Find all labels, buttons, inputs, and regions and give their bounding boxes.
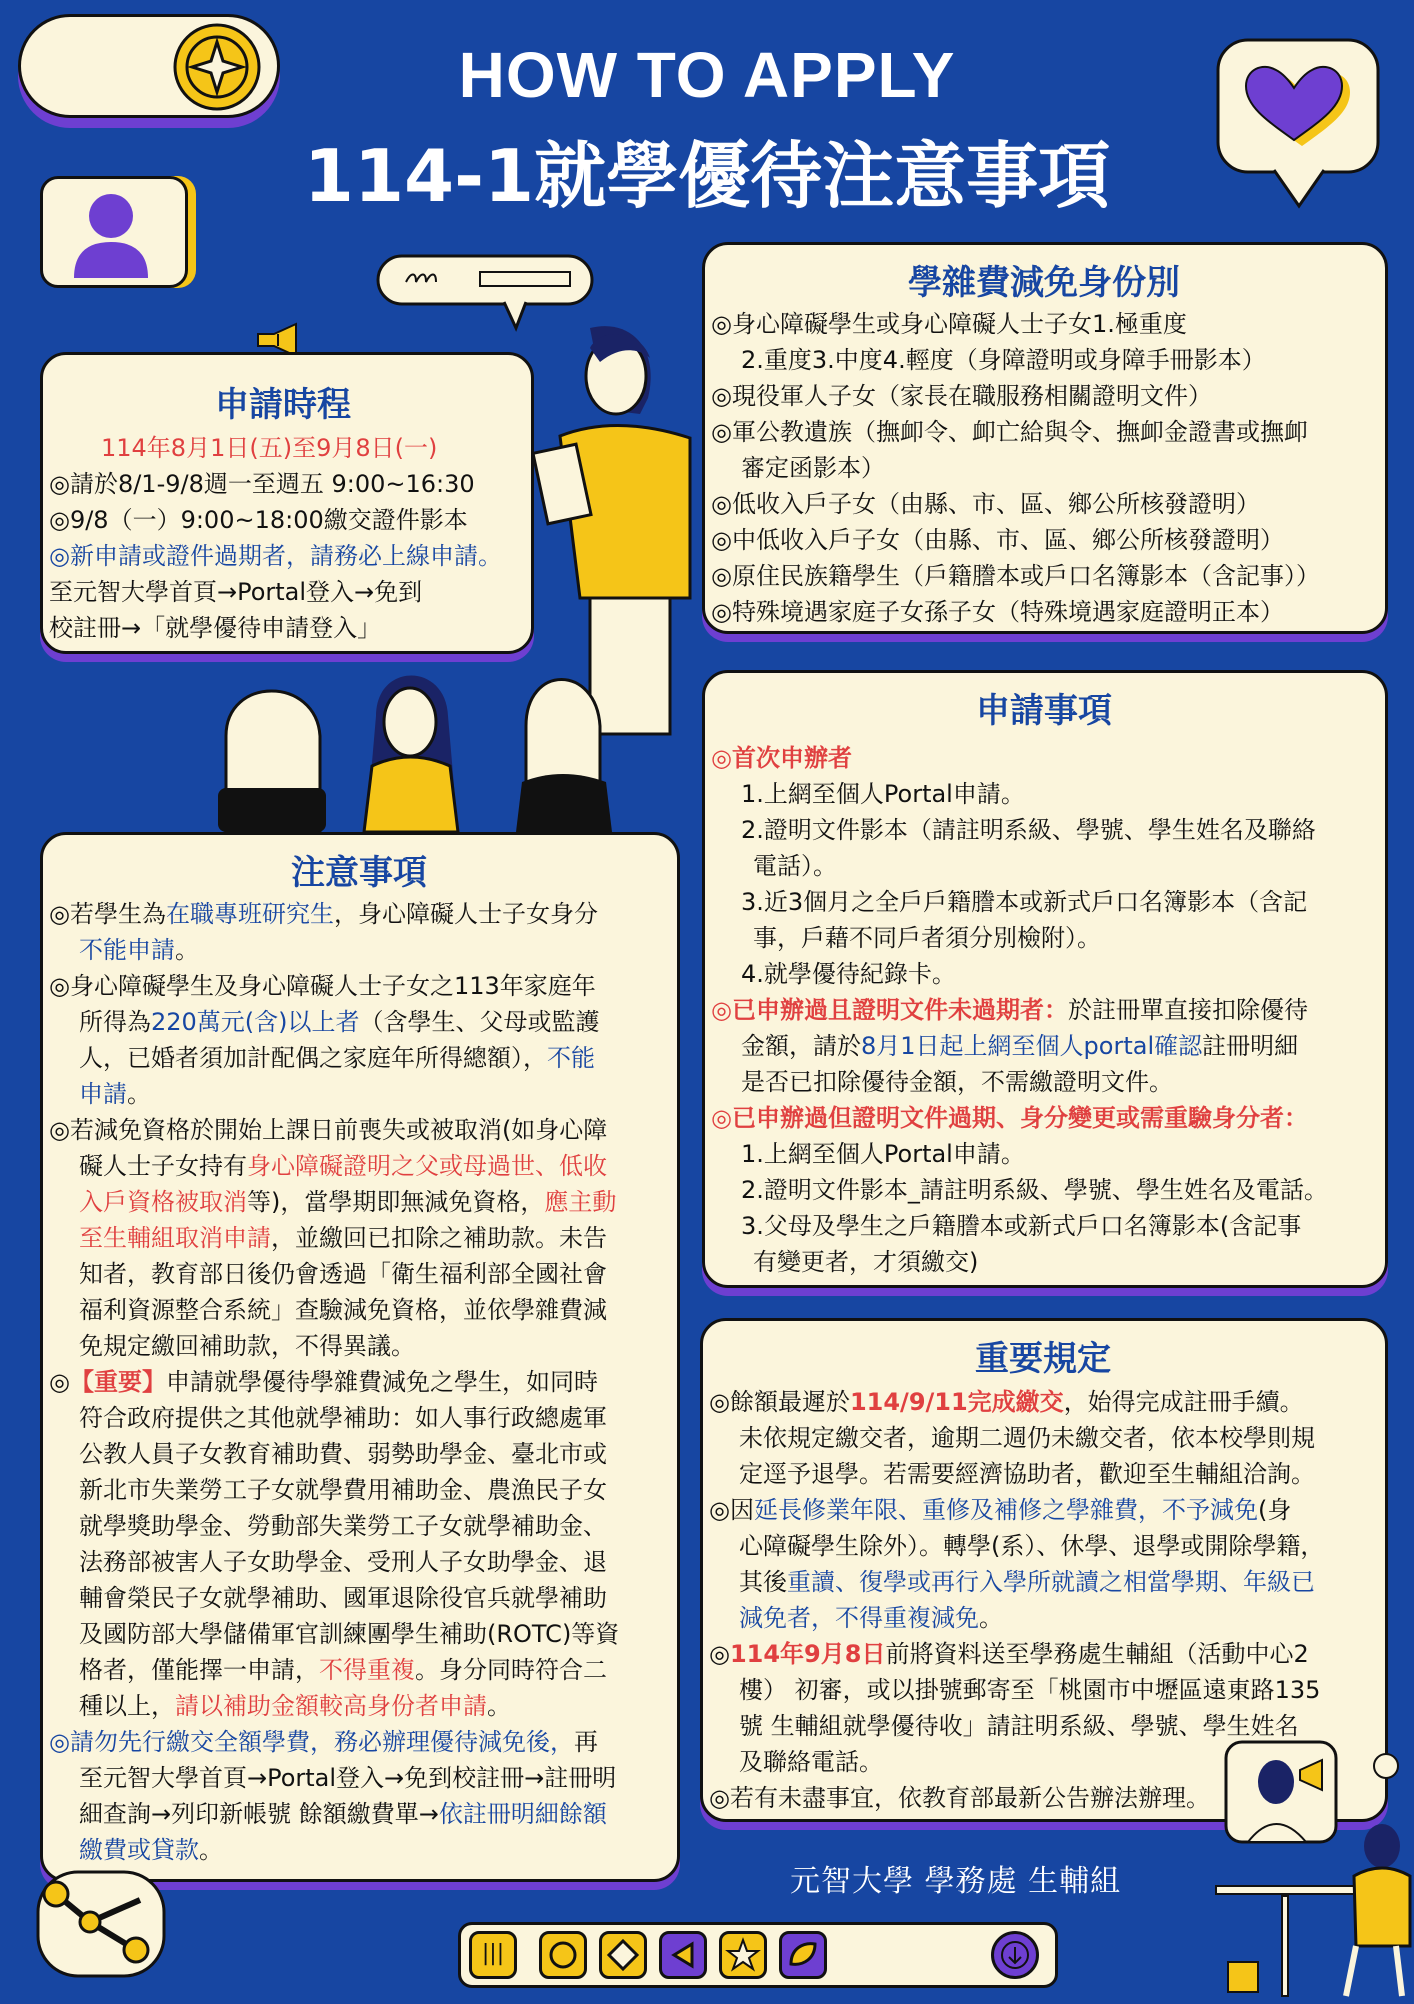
note-3: ◎若減免資格於開始上課日前喪失或被取消(如身心障 (49, 1116, 608, 1144)
note-text: 。 (127, 1080, 151, 1108)
note-text: 所得為 (79, 1008, 151, 1036)
valid-line-c: 是否已扣除優待金額，不需繳證明文件。 (741, 1068, 1173, 1096)
schedule-line-1: ◎請於8/1-9/8週一至週五 9:00~16:30 (49, 470, 475, 498)
note-text-red: 身心障礙證明之父或母過世、低收 (247, 1152, 607, 1180)
note-text: 再 (573, 1728, 598, 1756)
diamond-icon (602, 1934, 644, 1976)
rule-text: 。 (979, 1604, 1003, 1632)
rules-heading: 重要規定 (975, 1339, 1111, 1379)
note-3-cont (49, 1184, 669, 1220)
download-button[interactable] (991, 1931, 1039, 1979)
rule-4: ◎若有未盡事宜，依教育部最新公告辦法辦理。 (709, 1784, 1210, 1812)
download-icon (994, 1934, 1036, 1976)
first-time-item: 2.證明文件影本（請註明系級、學號、學生姓名及聯絡 (741, 816, 1316, 844)
identity-item: ◎身心障礙學生或身心障礙人士子女1.極重度 (711, 310, 1187, 338)
star-shape-button[interactable] (719, 1931, 767, 1979)
note-text: 。身分同時符合二 (415, 1656, 607, 1684)
schedule-date-range: 114年8月1日(五)至9月8日(一) (101, 434, 438, 462)
identity-card (702, 242, 1388, 634)
expired-item: 3.父母及學生之戶籍謄本或新式戶口名簿影本(含記事 (741, 1212, 1302, 1240)
note-text-blue: 申請 (79, 1080, 127, 1108)
rule-text: ◎因 (709, 1496, 754, 1524)
diamond-shape-button[interactable] (599, 1931, 647, 1979)
circle-icon (542, 1934, 584, 1976)
application-heading: 申請事項 (976, 691, 1112, 731)
note-4-cont: 公教人員子女教育補助費、弱勢助學金、臺北市或 (79, 1440, 607, 1468)
rule-1 (709, 1384, 1377, 1420)
identity-item: ◎軍公教遺族（撫卹令、卹亡給與令、撫卹金證書或撫卹 (711, 418, 1308, 446)
valid-title: ◎已申辦過且證明文件未過期者： (711, 996, 1068, 1024)
title-zh: 114-1就學優待注意事項 (303, 134, 1111, 218)
schedule-card (40, 352, 534, 654)
note-4-cont: 新北市失業勞工子女就學費用補助金、農漁民子女 (79, 1476, 607, 1504)
note-3-cont: 知者，教育部日後仍會透過「衛生福利部全國社會 (79, 1260, 607, 1288)
note-text: ◎若學生為 (49, 900, 166, 928)
note-5-cont (49, 1796, 669, 1832)
valid-line-b (711, 1028, 1377, 1064)
note-text-blue: 不能申請 (79, 936, 175, 964)
identity-item: 審定函影本） (741, 454, 885, 482)
rule-text: ◎ (709, 1640, 730, 1668)
note-text: 細查詢→列印新帳號 餘額繳費單→ (79, 1800, 439, 1828)
note-3-cont: 福利資源整合系統」查驗減免資格，並依學雜費減 (79, 1296, 607, 1324)
note-4 (49, 1364, 669, 1400)
note-text-blue: 依註冊明細餘額 (438, 1800, 607, 1828)
note-4-cont: 符合政府提供之其他就學補助：如人事行政總處軍 (79, 1404, 607, 1432)
note-3-cont (49, 1220, 669, 1256)
valid-text-a: 於註冊單直接扣除優待 (1067, 996, 1308, 1024)
triangle-left-icon (662, 1934, 704, 1976)
note-4-cont: 法務部被害人子女助學金、受刑人子女助學金、退 (79, 1548, 607, 1576)
note-text-red: 至生輔組取消申請 (79, 1224, 271, 1252)
note-5-cont: 至元智大學首頁→Portal登入→免到校註冊→註冊明 (79, 1764, 617, 1792)
note-text-blue: 在職專班研究生 (165, 900, 334, 928)
rule-1-cont: 未依規定繳交者，逾期二週仍未繳交者，依本校學則規 (739, 1424, 1315, 1452)
schedule-line-2: ◎9/8（一）9:00~18:00繳交證件影本 (49, 506, 468, 534)
identity-item: ◎特殊境遇家庭子女孫子女（特殊境遇家庭證明正本） (711, 598, 1284, 626)
valid-line-a (711, 992, 1377, 1028)
schedule-line-3 (49, 538, 517, 610)
rule-3-cont: 樓） 初審，或以掛號郵寄至「桃園市中壢區遠東路135 (739, 1676, 1321, 1704)
first-time-item: 1.上網至個人Portal申請。 (741, 780, 1025, 808)
note-text-blue: ◎請勿先行繳交全額學費，務必辦理優待減免後， (49, 1728, 574, 1756)
note-text-blue: 220萬元(含)以上者 (151, 1008, 360, 1036)
note-text: 礙人士子女持有 (79, 1152, 247, 1180)
schedule-line-3-rest-a: 至元智大學首頁→Portal登入→免到 (49, 578, 423, 606)
rule-3-cont: 及聯絡電話。 (739, 1748, 883, 1776)
notes-card (40, 832, 680, 1882)
note-text: 種以上， (79, 1692, 175, 1720)
rule-1-cont: 定逕予退學。若需要經濟協助者，歡迎至生輔組洽詢。 (739, 1460, 1315, 1488)
note-2: ◎身心障礙學生及身心障礙人士子女之113年家庭年 (49, 972, 596, 1000)
identity-item: ◎原住民族籍學生（戶籍謄本或戶口名簿影本（含記事）） (711, 562, 1320, 590)
first-time-item: 3.近3個月之全戶戶籍謄本或新式戶口名簿影本（含記 (741, 888, 1308, 916)
rule-3-cont: 號 生輔組就學優待收」請註明系級、學號、學生姓名 (739, 1712, 1299, 1740)
valid-text-b2: 註冊明細 (1202, 1032, 1299, 1060)
note-text: 。 (175, 936, 199, 964)
first-time-item: 4.就學優待紀錄卡。 (741, 960, 956, 988)
leaf-icon (782, 1934, 824, 1976)
note-4-cont: 輔會榮民子女就學補助、國軍退除役官兵就學補助 (79, 1584, 607, 1612)
rule-text: 其後 (739, 1568, 787, 1596)
note-text: 人，已婚者須加計配偶之家庭年所得總額）， (79, 1044, 547, 1072)
bars-icon: ||| (481, 1941, 505, 1966)
first-time-item: 電話）。 (753, 852, 837, 880)
note-4-cont: 就學獎助學金、勞動部失業勞工子女就學補助金、 (79, 1512, 607, 1540)
note-5 (49, 1724, 669, 1760)
first-time-title: ◎首次申辦者 (711, 744, 852, 772)
title-en: HOW TO APPLY (458, 39, 956, 111)
expired-item: 有變更者，才須繳交) (753, 1248, 979, 1276)
worker-illustration (1206, 1736, 1414, 2000)
rule-2-cont: 心障礙學生除外）。轉學(系）、休學、退學或開除學籍， (739, 1532, 1325, 1560)
note-text-red: 請以補助金額較高身份者申請 (175, 1692, 487, 1720)
note-text-blue: 繳費或貸款 (79, 1836, 199, 1864)
rule-text: 前將資料送至學務處生輔組（活動中心2 (885, 1640, 1309, 1668)
menu-handle-button[interactable] (469, 1931, 517, 1979)
note-1-cont (49, 932, 669, 968)
note-text: （含學生、父母或監護 (359, 1008, 600, 1036)
note-text: ，身心障礙人士子女身分 (333, 900, 598, 928)
audience-illustration (196, 656, 646, 832)
note-text: ，並繳回已扣除之補助款。未告 (271, 1224, 607, 1252)
note-text-red: 應主動 (544, 1188, 617, 1216)
note-2-cont (49, 1040, 669, 1076)
schedule-heading: 申請時程 (215, 385, 351, 425)
identity-item: ◎現役軍人子女（家長在職服務相關證明文件） (711, 382, 1212, 410)
note-text-red: 不得重複 (319, 1656, 415, 1684)
identity-heading: 學雜費減免身份別 (908, 263, 1180, 303)
rule-text-red: 114年9月8日 (729, 1640, 886, 1668)
note-text: 格者，僅能擇一申請， (79, 1656, 319, 1684)
footer-org: 元智大學 學務處 生輔組 (790, 1864, 1122, 1899)
rule-text: ◎餘額最遲於 (709, 1388, 850, 1416)
note-text: 等)，當學期即無減免資格， (247, 1188, 545, 1216)
circle-shape-button[interactable] (539, 1931, 587, 1979)
rule-text: ，始得完成註冊手續。 (1063, 1388, 1304, 1416)
expired-item: 2.證明文件影本_請註明系級、學號、學生姓名及電話。 (741, 1176, 1328, 1204)
leaf-shape-button[interactable] (779, 1931, 827, 1979)
rule-2 (709, 1492, 1377, 1528)
note-3-cont: 免規定繳回補助款，不得異議。 (79, 1332, 415, 1360)
star-icon (722, 1934, 764, 1976)
schedule-line-3-blue: ◎新申請或證件過期者，請務必上線申請。 (49, 542, 502, 570)
schedule-line-4: 校註冊→「就學優待申請登入」 (49, 614, 382, 642)
rule-2-cont (709, 1564, 1377, 1600)
note-text: 。 (487, 1692, 511, 1720)
triangle-shape-button[interactable] (659, 1931, 707, 1979)
rule-2-cont (709, 1600, 1377, 1636)
rule-text-blue: 延長修業年限、重修及補修之學雜費，不予減免 (753, 1496, 1258, 1524)
note-2-cont (49, 1076, 669, 1112)
note-4-cont: 及國防部大學儲備軍官訓練團學生補助(ROTC)等資 (79, 1620, 620, 1648)
note-text-red: 【重要】 (69, 1368, 166, 1396)
note-4-cont (49, 1688, 669, 1724)
valid-text-b1: 金額，請於 (741, 1032, 861, 1060)
rule-3 (709, 1636, 1377, 1672)
note-text: 。 (199, 1836, 223, 1864)
identity-item: ◎低收入戶子女（由縣、市、區、鄉公所核發證明） (711, 490, 1260, 518)
bottom-toolbar (458, 1922, 1058, 1988)
note-text: ◎ (49, 1368, 70, 1396)
note-4-cont (49, 1652, 669, 1688)
rule-text: (身 (1257, 1496, 1292, 1524)
rule-text-blue: 減免者，不得重複減免 (739, 1604, 979, 1632)
expired-item: 1.上網至個人Portal申請。 (741, 1140, 1025, 1168)
note-text-blue: 不能 (547, 1044, 595, 1072)
valid-text-b-blue: 8月1日起上網至個人portal確認 (861, 1032, 1203, 1060)
note-text-red: 入戶資格被取消 (79, 1188, 247, 1216)
notes-heading: 注意事項 (291, 853, 427, 893)
note-5-cont (49, 1832, 669, 1868)
note-text: 申請就學優待學雜費減免之學生，如同時 (165, 1368, 598, 1396)
note-2-cont (49, 1004, 669, 1040)
note-3-cont (49, 1148, 669, 1184)
first-time-item: 事，戶藉不同戶者須分別檢附）。 (753, 924, 1101, 952)
note-1 (49, 896, 669, 932)
application-card (702, 670, 1388, 1288)
expired-title: ◎已申辦過但證明文件過期、身分變更或需重驗身分者： (711, 1104, 1308, 1132)
share-icon (36, 1870, 166, 1980)
identity-item: ◎中低收入戶子女（由縣、市、區、鄉公所核發證明） (711, 526, 1284, 554)
rule-text-red: 114/9/11完成繳交 (849, 1388, 1064, 1416)
rule-text-blue: 重讀、復學或再行入學所就讀之相當學期、年級已 (787, 1568, 1315, 1596)
identity-item: 2.重度3.中度4.輕度（身障證明或身障手冊影本） (741, 346, 1266, 374)
